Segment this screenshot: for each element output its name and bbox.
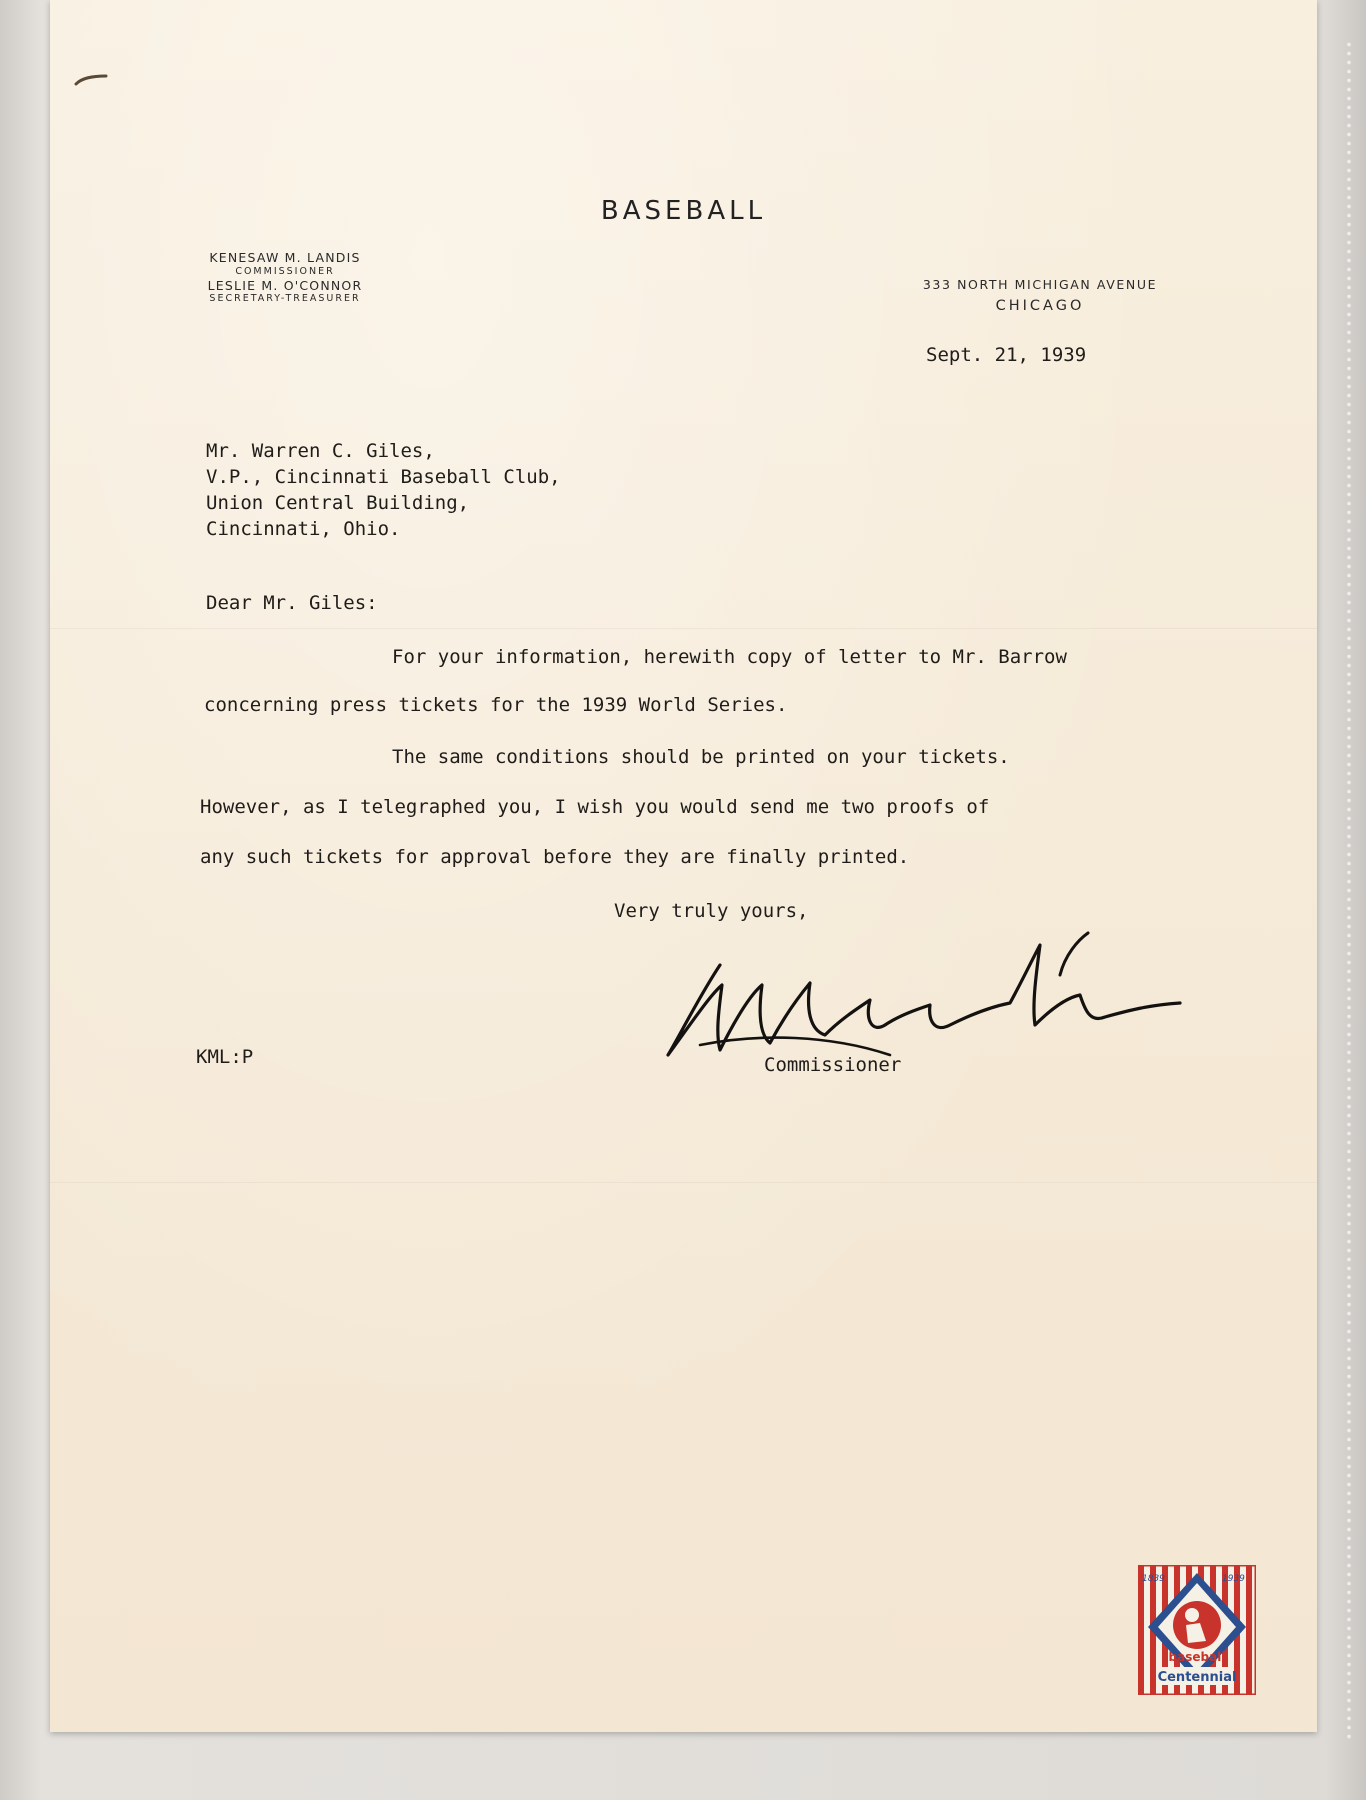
city: CHICAGO xyxy=(995,298,1085,314)
body-line: For your information, herewith copy of letter to Mr. Barrow xyxy=(392,646,1067,668)
body-line: any such tickets for approval before they are finally printed. xyxy=(200,846,910,868)
body-line: However, as I telegraphed you, I wish you would send me two proofs of xyxy=(200,796,990,818)
letter-sheet xyxy=(50,0,1317,1732)
letter-date: Sept. 21, 1939 xyxy=(926,344,1087,366)
staple-mark xyxy=(74,74,108,86)
recipient-line: Mr. Warren C. Giles, xyxy=(206,440,435,462)
closing: Very truly yours, xyxy=(614,900,809,922)
commissioner-name: KENESAW M. LANDIS xyxy=(209,250,361,265)
body-line: The same conditions should be printed on your tickets. xyxy=(392,746,1010,768)
handwritten-signature xyxy=(660,925,1220,1095)
commissioner-title: COMMISSIONER xyxy=(235,265,335,277)
typist-initials: KML:P xyxy=(196,1046,254,1068)
seal-word-bottom: Centennial xyxy=(1157,1670,1237,1685)
street-address: 333 NORTH MICHIGAN AVENUE xyxy=(922,277,1158,292)
recipient-line: Union Central Building, xyxy=(206,492,470,514)
recipient-line: Cincinnati, Ohio. xyxy=(206,518,401,540)
signer-title: Commissioner xyxy=(764,1054,902,1076)
letterhead-title: BASEBALL xyxy=(600,196,767,226)
seal-year-right: 1939 xyxy=(1222,1574,1245,1584)
seal-year-left: 1839 xyxy=(1142,1574,1165,1584)
fold-line xyxy=(50,1182,1317,1184)
salutation: Dear Mr. Giles: xyxy=(206,592,378,614)
letterhead-officers xyxy=(190,250,380,305)
fold-line xyxy=(50,628,1317,630)
secretary-name: LESLIE M. O'CONNOR xyxy=(207,277,363,293)
sleeve-binding-holes xyxy=(1342,40,1356,1740)
recipient-line: V.P., Cincinnati Baseball Club, xyxy=(206,466,561,488)
secretary-title: SECRETARY-TREASURER xyxy=(209,293,361,305)
letterhead-address xyxy=(890,277,1190,314)
baseball-centennial-seal xyxy=(1138,1565,1256,1695)
seal-word-top: baseball xyxy=(1168,1650,1226,1664)
body-line: concerning press tickets for the 1939 World Series. xyxy=(204,694,788,716)
